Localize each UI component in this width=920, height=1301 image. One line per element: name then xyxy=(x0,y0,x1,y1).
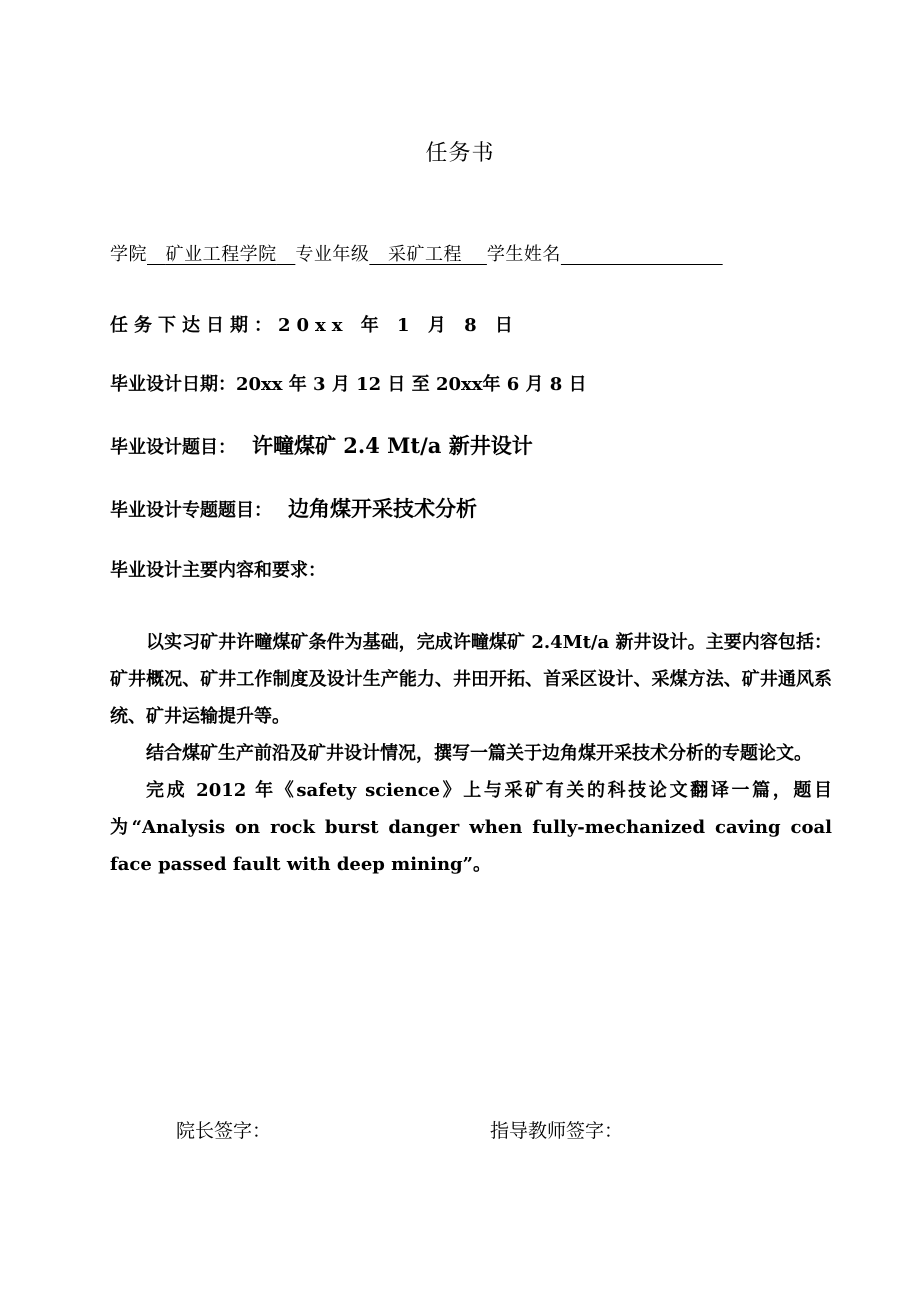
requirements-paragraph: 完成 2012 年《safety science》上与采矿有关的科技论文翻译一篇，题目为“Analysis on rock burst danger when fully-mechanized caving coal face passed fault with deep mining”。 xyxy=(110,780,832,875)
special-topic-row xyxy=(110,493,477,523)
document-title: 任务书 xyxy=(425,141,495,166)
major-label: 专业年级 xyxy=(295,244,370,265)
design-date-value: 20xx 年 3 月 12 日 至 20xx年 6 月 8 日 xyxy=(236,374,587,395)
issue-date-label: 任务下达日期： xyxy=(110,315,278,336)
design-topic-label: 毕业设计题目： xyxy=(110,437,236,458)
student-name-label: 学生姓名 xyxy=(486,244,561,265)
design-date-row xyxy=(110,370,587,396)
advisor-signature-label: 指导教师签字： xyxy=(490,1120,624,1142)
student-info-line xyxy=(110,240,723,266)
special-topic-value: 边角煤开采技术分析 xyxy=(288,496,477,521)
design-topic-row xyxy=(110,430,533,460)
design-date-label: 毕业设计日期： xyxy=(110,374,236,395)
special-topic-label: 毕业设计专题题目： xyxy=(110,500,272,521)
issue-date-row xyxy=(110,311,519,337)
student-name-value xyxy=(561,244,723,265)
requirements-body xyxy=(110,624,832,883)
major-value: 采矿工程 xyxy=(388,244,463,265)
college-label: 学院 xyxy=(110,244,147,265)
dean-signature-label: 院长签字： xyxy=(176,1120,272,1142)
requirements-paragraph: 以实习矿井许疃煤矿条件为基础，完成许疃煤矿 2.4Mt/a 新井设计。主要内容包括：矿井概况、矿井工作制度及设计生产能力、井田开拓、首采区设计、采煤方法、矿井通风系统、矿井运输提升等。 xyxy=(110,632,832,727)
requirements-paragraph: 结合煤矿生产前沿及矿井设计情况，撰写一篇关于边角煤开采技术分析的专题论文。 xyxy=(146,743,812,764)
issue-date-value: 20xx 年 1 月 8 日 xyxy=(278,315,519,336)
design-topic-value: 许疃煤矿 2.4 Mt/a 新井设计 xyxy=(252,433,533,458)
requirements-heading: 毕业设计主要内容和要求： xyxy=(110,560,326,581)
college-value: 矿业工程学院 xyxy=(165,244,277,265)
